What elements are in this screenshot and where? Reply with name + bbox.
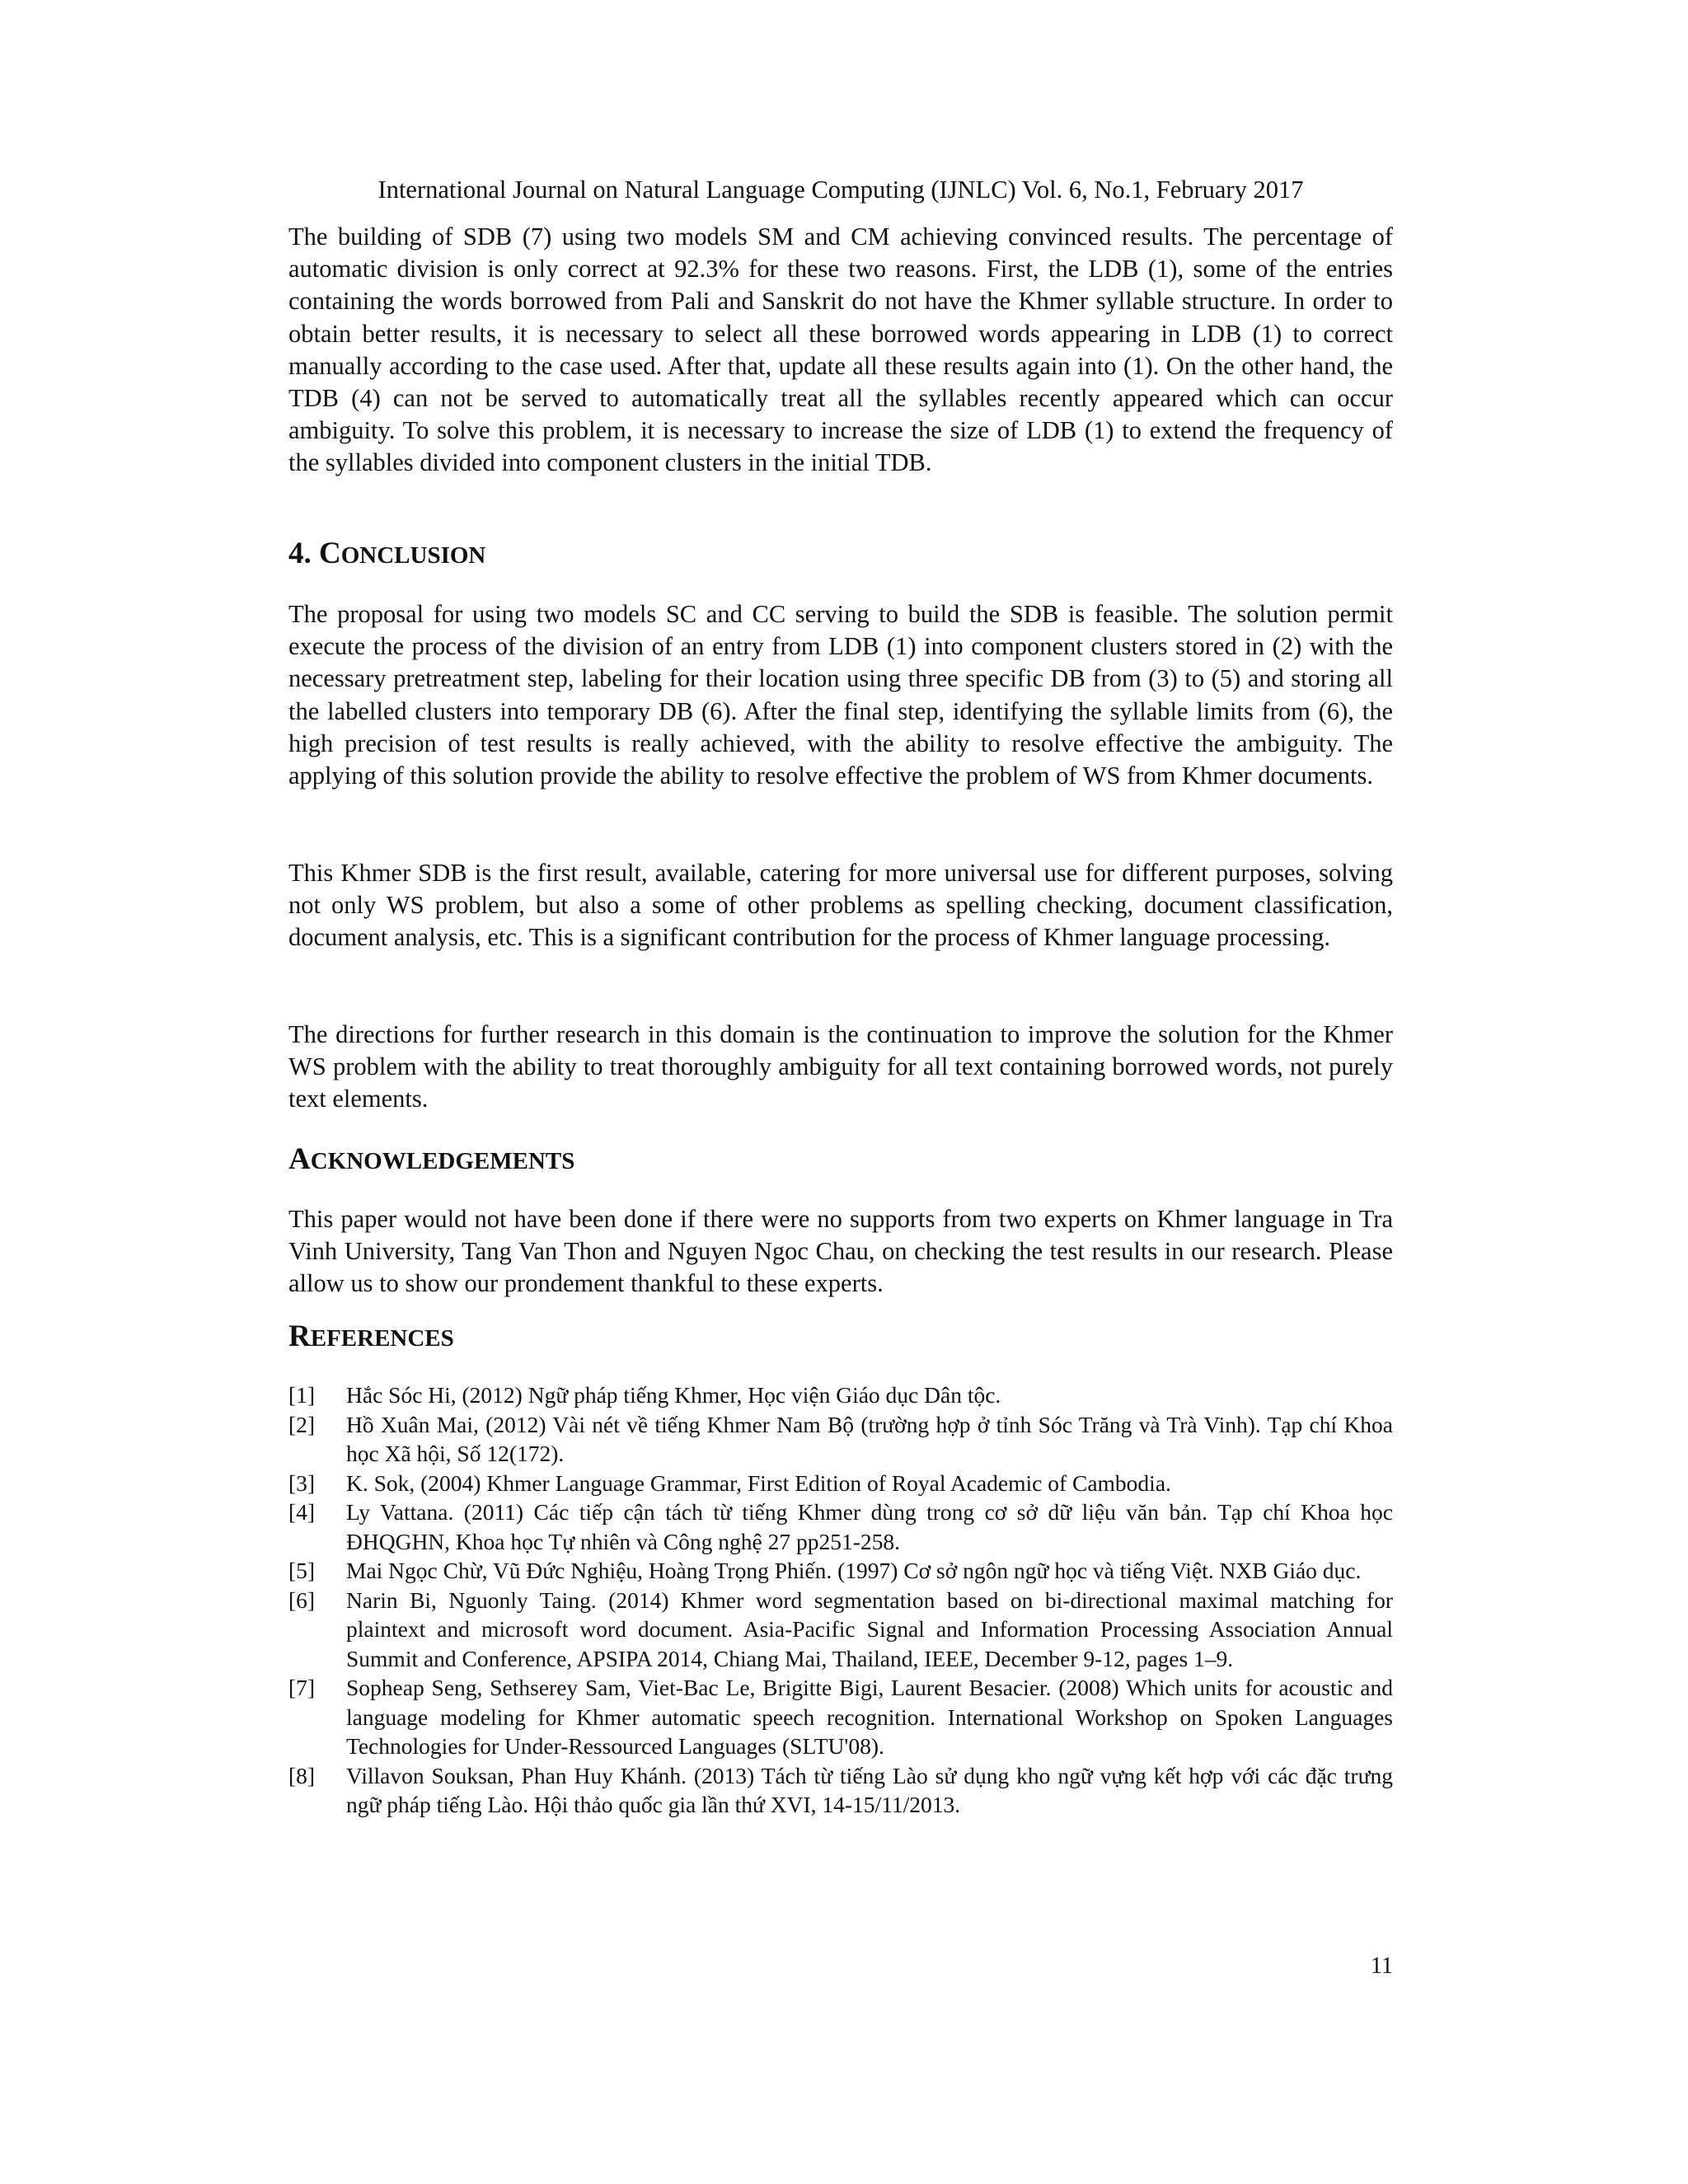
reference-number: [2] <box>288 1411 316 1437</box>
acknowledgements-paragraph-block <box>288 1203 1393 1301</box>
reference-item <box>288 1761 1393 1820</box>
reference-item <box>288 1673 1393 1761</box>
conclusion-paragraph-3-block <box>288 1019 1393 1116</box>
reference-text: Hắc Sóc Hi, (2012) Ngữ pháp tiếng Khmer, Học viện Giáo dục Dân tộc. <box>346 1382 1001 1408</box>
reference-number: [5] <box>288 1558 316 1583</box>
reference-text: Hồ Xuân Mai, (2012) Vài nét về tiếng Khmer Nam Bộ (trường hợp ở tỉnh Sóc Trăng và Trà Vinh). Tạp chí Khoa học Xã hội, Số 12(172). <box>346 1411 1393 1466</box>
reference-item <box>288 1556 1393 1586</box>
reference-item <box>288 1497 1393 1556</box>
conclusion-paragraph-2: This Khmer SDB is the first result, available, catering for more universal use for different purposes, solving not only WS problem, but also a some of other problems as spelling checking, document classification, document analysis, etc. This is a significant contribution for the process of Khmer language processing. <box>288 859 1393 952</box>
intro-paragraph: The building of SDB (7) using two models SM and CM achieving convinced results. The percentage of automatic division is only correct at 92.3% for these two reasons. First, the LDB (1), some of the entries containing the words borrowed from Pali and Sanskrit do not have the Khmer syllable structure. In order to obtain better results, it is necessary to select all these borrowed words appearing in LDB (1) to correct manually according to the case used. After that, update all these results again into (1). On the other hand, the TDB (4) can not be served to automatically treat all the syllables recently appeared which can occur ambiguity. To solve this problem, it is necessary to increase the size of LDB (1) to extend the frequency of the syllables divided into component clusters in the initial TDB. <box>288 223 1393 477</box>
acknowledgements-heading-rest: CKNOWLEDGEMENTS <box>310 1148 575 1174</box>
reference-number: [1] <box>288 1382 316 1408</box>
acknowledgements-heading <box>288 1141 1393 1179</box>
conclusion-section <box>288 536 1393 574</box>
conclusion-paragraph-1: The proposal for using two models SC and CC serving to build the SDB is feasible. The solution permit execute the process of the division of an entry from LDB (1) into component clusters stored in (2) with the necessary pretreatment step, labeling for their location using three specific DB from (3) to (5) and storing all the labelled clusters into temporary DB (6). After the final step, identifying the syllable limits from (6), the high precision of test results is really achieved, with the ability to resolve effective the ambiguity. The applying of this solution provide the ability to resolve effective the problem of WS from Khmer documents. <box>288 600 1393 790</box>
reference-text: K. Sok, (2004) Khmer Language Grammar, First Edition of Royal Academic of Cambodia. <box>346 1469 1171 1496</box>
reference-text: Sopheap Seng, Sethserey Sam, Viet-Bac Le, Brigitte Bigi, Laurent Besacier. (2008) Which units for acoustic and language modeling for Khmer automatic speech recognition. International Workshop on Spoken Languages Technologies for Under-Ressourced Languages (SLTU'08). <box>346 1675 1393 1759</box>
running-header: International Journal on Natural Language Computing (IJNLC) Vol. 6, No.1, February 2017 <box>377 176 1304 204</box>
reference-number: [3] <box>288 1469 316 1496</box>
conclusion-paragraph-1-block <box>288 598 1393 792</box>
reference-text: Ly Vattana. (2011) Các tiếp cận tách từ tiếng Khmer dùng trong cơ sở dữ liệu văn bản. Tạp chí Khoa học ĐHQGHN, Khoa học Tự nhiên và Công nghệ 27 pp251-258. <box>346 1499 1393 1554</box>
acknowledgements-heading-first: A <box>288 1142 311 1176</box>
conclusion-heading-number: 4. C <box>288 537 341 570</box>
acknowledgements-paragraph: This paper would not have been done if there were no supports from two experts on Khmer language in Tra Vinh University, Tang Van Thon and Nguyen Ngoc Chau, on checking the test results in our research. Please allow us to show our prondement thankful to these experts. <box>288 1205 1393 1298</box>
references-section <box>288 1319 1393 1357</box>
reference-item <box>288 1469 1393 1498</box>
references-heading <box>288 1319 1393 1357</box>
references-heading-first: R <box>288 1319 311 1353</box>
reference-item <box>288 1586 1393 1674</box>
reference-text: Narin Bi, Nguonly Taing. (2014) Khmer word segmentation based on bi-directional maximal matching for plaintext and microsoft word document. Asia-Pacific Signal and Information Processing Association Annual Summit and Conference, APSIPA 2014, Chiang Mai, Thailand, IEEE, December 9-12, pages 1–9. <box>346 1586 1393 1671</box>
conclusion-heading <box>288 536 1393 574</box>
reference-text: Villavon Souksan, Phan Huy Khánh. (2013) Tách từ tiếng Lào sử dụng kho ngữ vựng kết hợp với các đặc trưng ngữ pháp tiếng Lào. Hội thảo quốc gia lần thứ XVI, 14-15/11/2013. <box>346 1762 1393 1817</box>
reference-text: Mai Ngọc Chừ, Vũ Đức Nghiệu, Hoàng Trọng Phiến. (1997) Cơ sở ngôn ngữ học và tiếng Việt. NXB Giáo dục. <box>346 1558 1362 1583</box>
reference-item <box>288 1380 1393 1410</box>
intro-paragraph-block <box>288 221 1393 480</box>
reference-number: [8] <box>288 1762 316 1788</box>
conclusion-heading-rest: ONCLUSION <box>340 542 486 569</box>
page-number: 11 <box>1371 1953 1393 1979</box>
reference-number: [4] <box>288 1499 316 1525</box>
reference-item <box>288 1410 1393 1469</box>
references-list <box>288 1380 1393 1820</box>
reference-number: [7] <box>288 1675 316 1700</box>
reference-number: [6] <box>288 1586 316 1613</box>
conclusion-paragraph-3: The directions for further research in this domain is the continuation to improve the solution for the Khmer WS problem with the ability to treat thoroughly ambiguity for all text containing borrowed words, not purely text elements. <box>288 1020 1393 1113</box>
acknowledgements-section <box>288 1141 1393 1179</box>
conclusion-paragraph-2-block <box>288 857 1393 954</box>
references-heading-rest: EFERENCES <box>310 1325 454 1352</box>
